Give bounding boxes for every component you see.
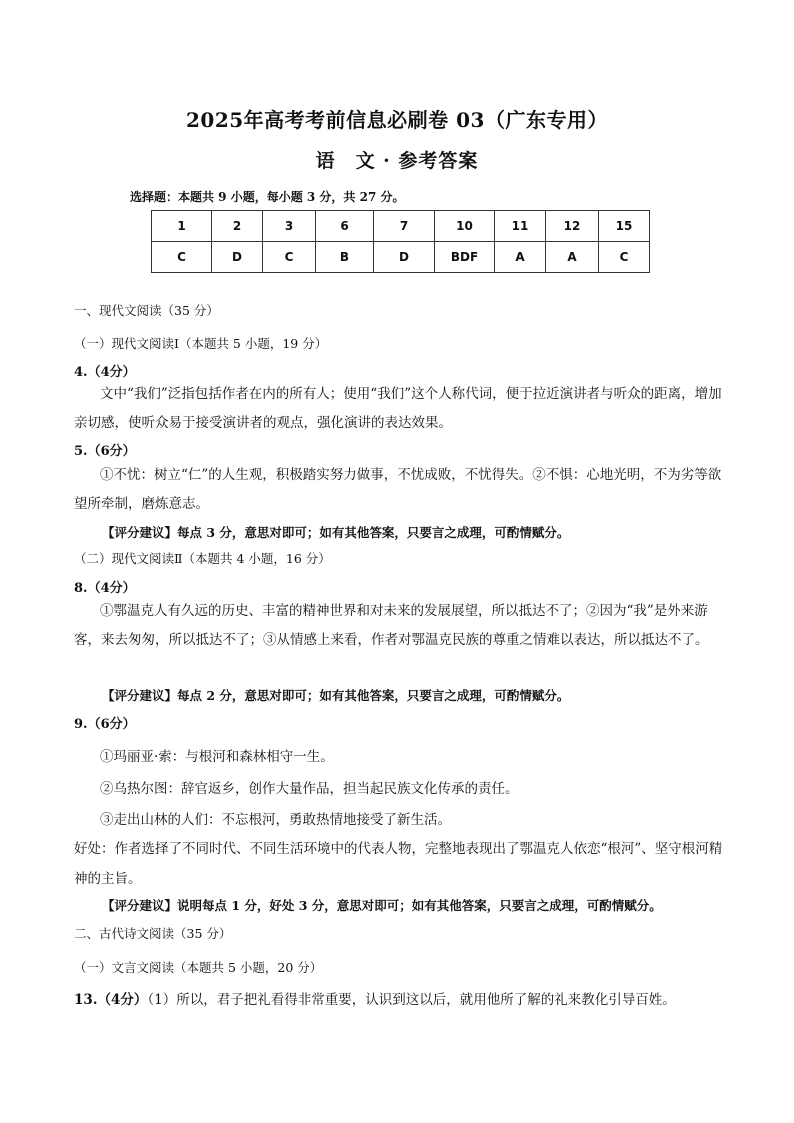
answer-cell: C bbox=[263, 242, 316, 273]
question-9-item-1: ①玛丽亚·索：与根河和森林相守一生。 bbox=[100, 749, 334, 765]
answer-cell: A bbox=[546, 242, 599, 273]
question-number-cell: 10 bbox=[435, 211, 495, 242]
page-subtitle: 语 文 · 参考答案 bbox=[315, 150, 479, 172]
question-label-8: 8.（4分） bbox=[74, 581, 136, 596]
subsection-heading-classical-prose: （一）文言文阅读（本题共 5 小题，20 分） bbox=[74, 960, 323, 975]
answer-cell: C bbox=[599, 242, 650, 273]
question-number-cell: 1 bbox=[152, 211, 212, 242]
answer-table-header-row bbox=[152, 211, 650, 242]
page-title: 2025年高考考前信息必刷卷 03（广东专用） bbox=[186, 108, 608, 132]
question-number-cell: 3 bbox=[263, 211, 316, 242]
question-13-answer bbox=[74, 988, 676, 1008]
question-label-9: 9.（6分） bbox=[74, 717, 136, 732]
question-label-4: 4.（4分） bbox=[74, 365, 136, 380]
answer-table bbox=[151, 210, 650, 273]
answer-cell: C bbox=[152, 242, 212, 273]
question-number-cell: 15 bbox=[599, 211, 650, 242]
question-number-cell: 12 bbox=[546, 211, 599, 242]
question-label-13: 13.（4分） bbox=[74, 992, 148, 1008]
question-9-item-2: ②乌热尔图：辞官返乡，创作大量作品，担当起民族文化传承的责任。 bbox=[100, 781, 519, 797]
section-heading-classical-reading: 二、古代诗文阅读（35 分） bbox=[74, 926, 232, 941]
subsection-heading-modern-reading-2: （二）现代文阅读Ⅱ（本题共 4 小题，16 分） bbox=[74, 551, 331, 566]
multiple-choice-intro: 选择题：本题共 9 小题，每小题 3 分，共 27 分。 bbox=[130, 190, 405, 204]
question-number-cell: 6 bbox=[316, 211, 374, 242]
question-8-text: ①鄂温克人有久远的历史、丰富的精神世界和对未来的发展展望，所以抵达不了；②因为“我”是外来游客，来去匆匆，所以抵达不了；③从情感上来看，作者对鄂温克民族的尊重之情难以表达，所以抵达不了。 bbox=[74, 603, 709, 648]
question-9-benefit: 好处：作者选择了不同时代、不同生活环境中的代表人物，完整地表现出了鄂温克人依恋“根河”、坚守根河精神的主旨。 bbox=[74, 841, 723, 887]
answer-cell: A bbox=[495, 242, 546, 273]
answer-table-answer-row bbox=[152, 242, 650, 273]
subsection-heading-modern-reading-1: （一）现代文阅读Ⅰ（本题共 5 小题，19 分） bbox=[74, 336, 328, 351]
question-8-answer bbox=[74, 597, 734, 655]
answer-cell: D bbox=[374, 242, 435, 273]
question-5-text: ①不忧：树立“仁”的人生观，积极踏实努力做事，不忧成败，不忧得失。②不惧：心地光明，不为劣等欲望所牵制，磨炼意志。 bbox=[74, 467, 722, 512]
scoring-note-5: 【评分建议】每点 3 分，意思对即可；如有其他答案，只要言之成理，可酌情赋分。 bbox=[102, 525, 570, 540]
question-4-text: 文中“我们”泛指包括作者在内的所有人；使用“我们”这个人称代词，便于拉近演讲者与听众的距离，增加亲切感，使听众易于接受演讲者的观点，强化演讲的表达效果。 bbox=[74, 386, 722, 431]
answer-cell: B bbox=[316, 242, 374, 273]
question-number-cell: 2 bbox=[212, 211, 263, 242]
question-number-cell: 11 bbox=[495, 211, 546, 242]
scoring-note-8: 【评分建议】每点 2 分，意思对即可；如有其他答案，只要言之成理，可酌情赋分。 bbox=[102, 688, 570, 703]
section-heading-modern-reading: 一、现代文阅读（35 分） bbox=[74, 303, 219, 318]
question-label-5: 5.（6分） bbox=[74, 444, 136, 459]
answer-cell: BDF bbox=[435, 242, 495, 273]
question-9-item-3: ③走出山林的人们：不忘根河，勇敢热情地接受了新生活。 bbox=[100, 812, 451, 828]
question-5-answer bbox=[74, 461, 734, 519]
answer-cell: D bbox=[212, 242, 263, 273]
question-number-cell: 7 bbox=[374, 211, 435, 242]
question-4-answer bbox=[74, 380, 734, 438]
question-13-text: （1）所以，君子把礼看得非常重要，认识到这以后，就用他所了解的礼来教化引导百姓。 bbox=[147, 992, 676, 1008]
scoring-note-9: 【评分建议】说明每点 1 分，好处 3 分，意思对即可；如有其他答案，只要言之成理，可酌情赋分。 bbox=[102, 898, 662, 913]
